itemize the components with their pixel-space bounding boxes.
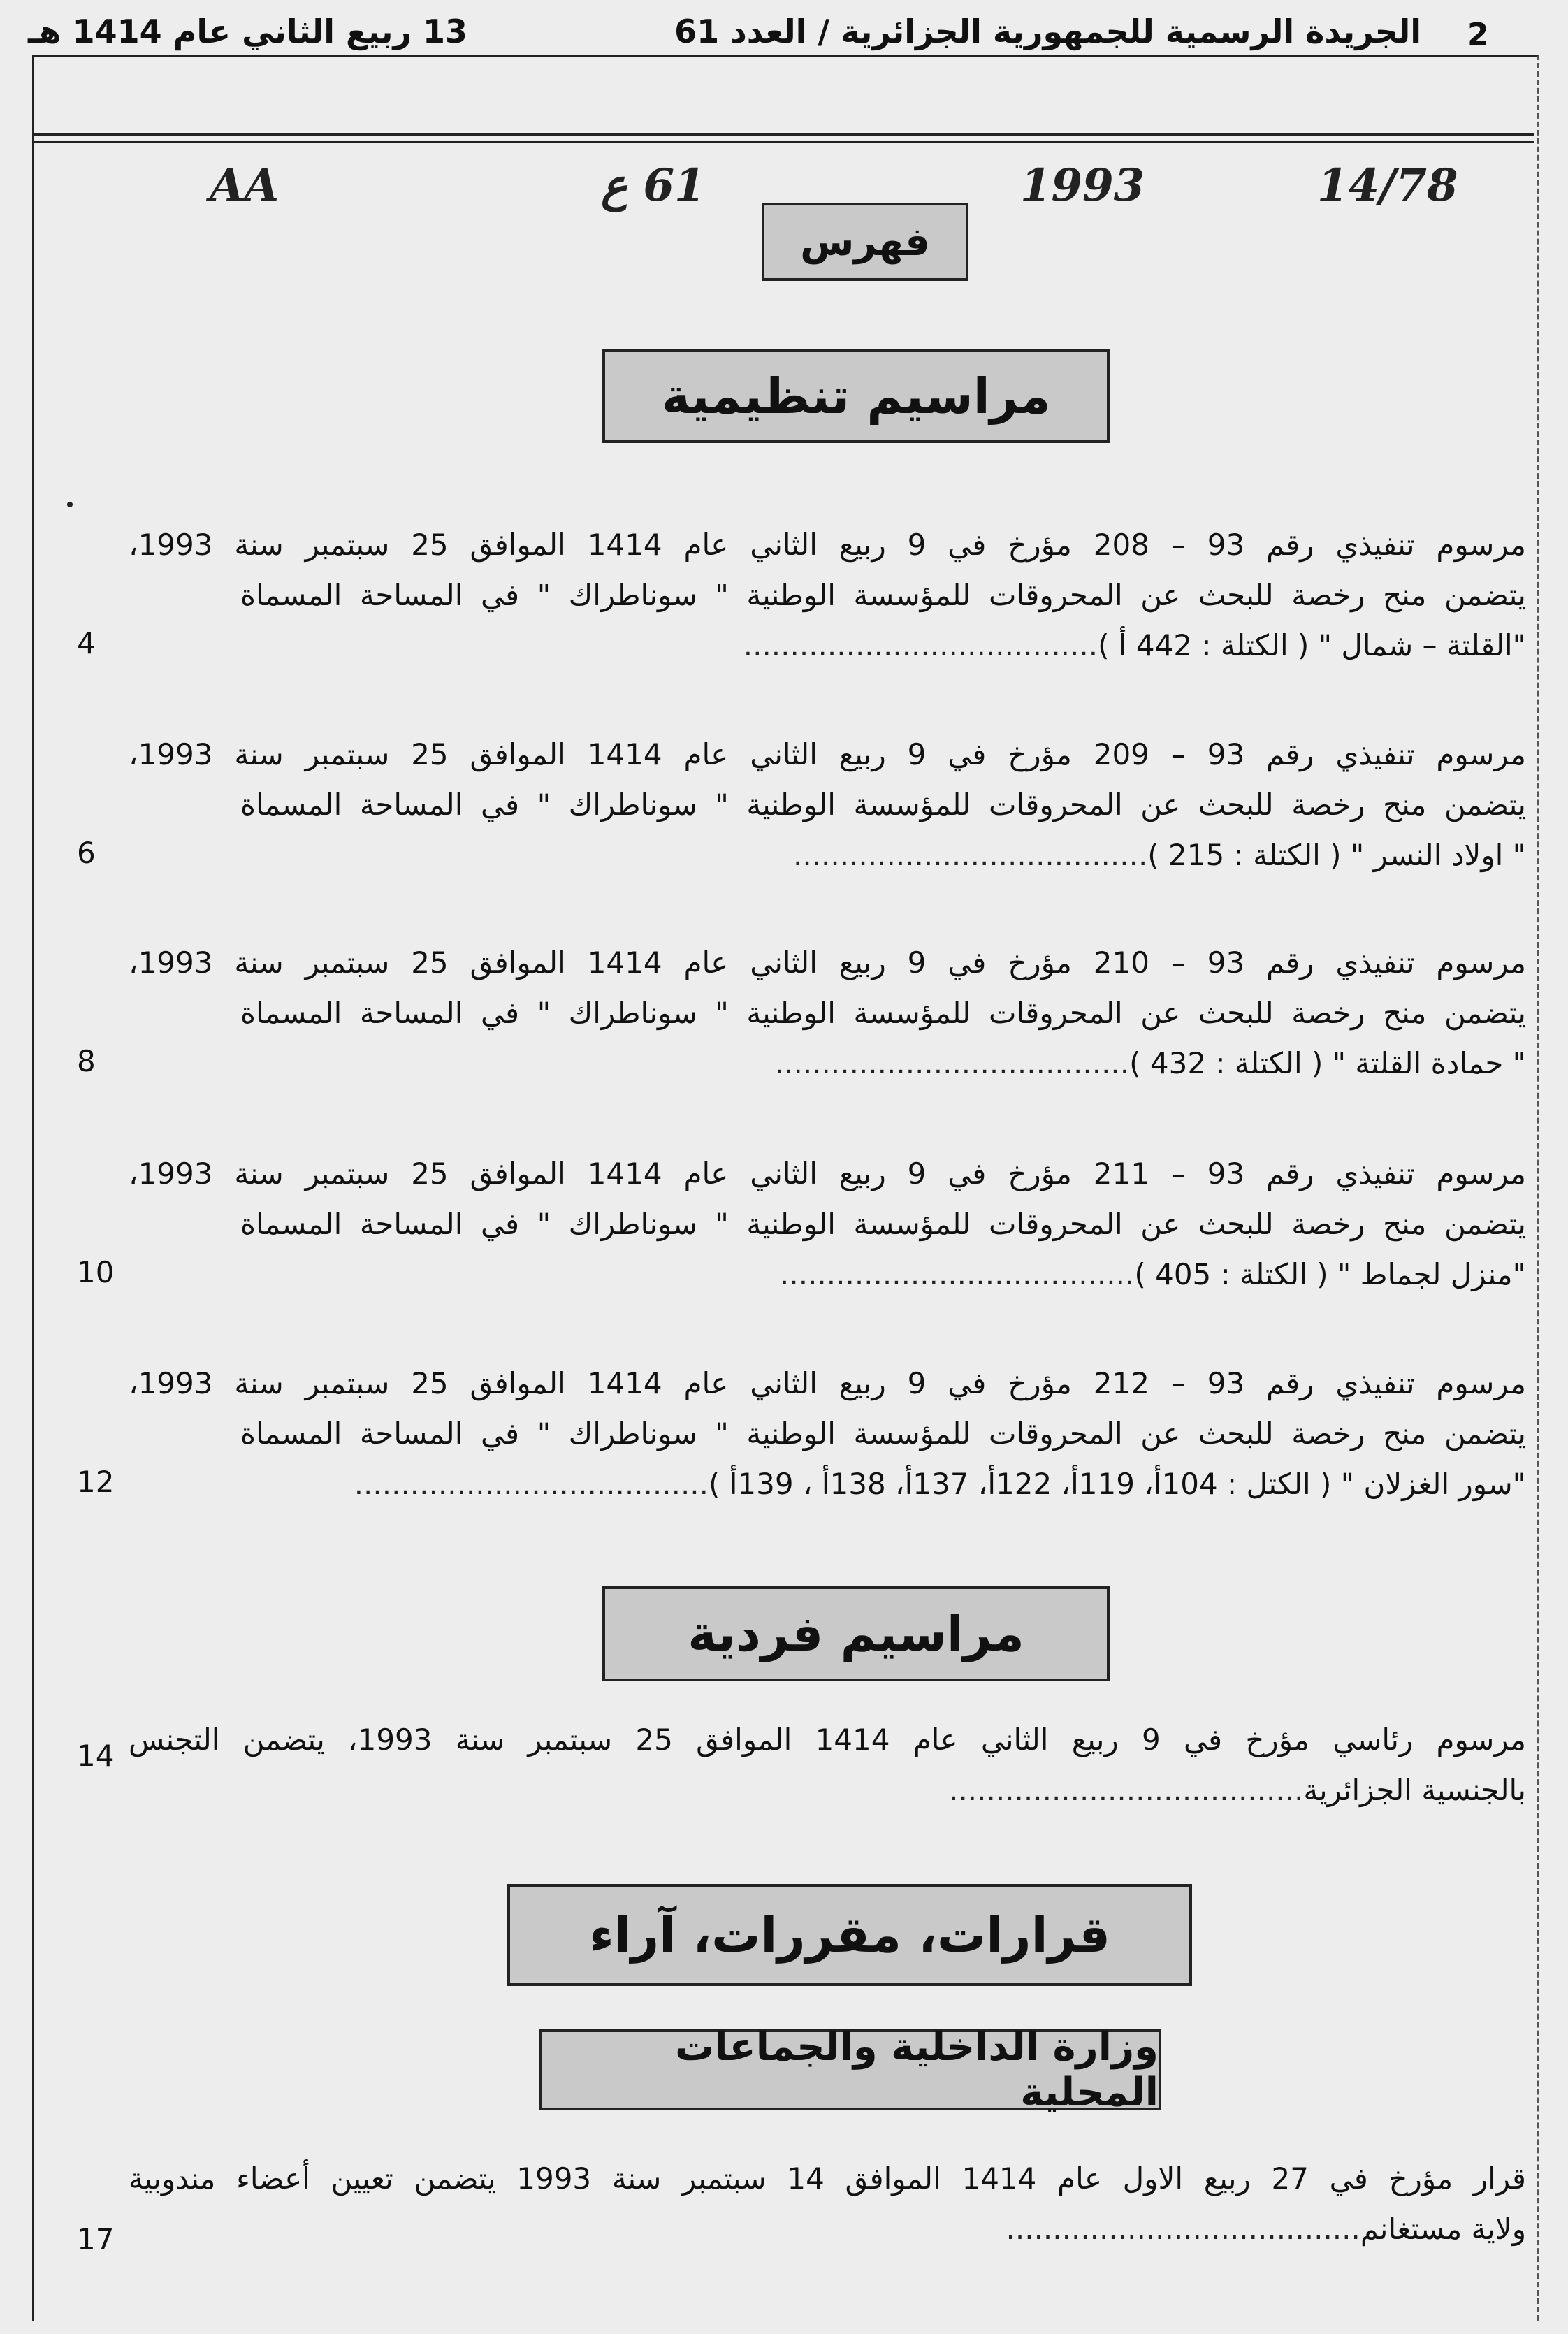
handwritten-number: 14/78 <box>1317 159 1458 212</box>
entry-line-2: بالجنسية الجزائرية...................................... <box>949 1773 1526 1807</box>
entry-line-3: " اولاد النسر " ( الكتلة : 215 )...................................... <box>792 838 1526 872</box>
gazette-title: الجريدة الرسمية للجمهورية الجزائرية / العدد 61 <box>674 13 1421 50</box>
leader-dots: ...................................... <box>1006 2212 1360 2246</box>
entry-line-2: يتضمن منح رخصة للبحث عن المحروقات للمؤسسة الوطنية " سوناطراك " في المساحة المسماة <box>240 1416 1526 1451</box>
leader-dots: ...................................... <box>354 1467 709 1501</box>
page-number: 2 <box>1467 17 1489 52</box>
section-decisions: قرارات، مقررات، آراء <box>507 1884 1192 1986</box>
entry-line-3: " حمادة القلتة " ( الكتلة : 432 )...................................... <box>774 1046 1526 1080</box>
handwritten-year: 1993 <box>1020 159 1145 212</box>
entry-line-1: مرسوم تنفيذي رقم 93 – 208 مؤرخ في 9 ربيع الثاني عام 1414 الموافق 25 سبتمبر سنة 1993، <box>129 528 1526 562</box>
header-rule <box>32 141 1534 143</box>
leader-dots: ...................................... <box>774 1046 1130 1080</box>
leader-dots: ...................................... <box>743 628 1098 662</box>
ministry-heading: وزارة الداخلية والجماعات المحلية <box>539 2029 1161 2110</box>
entry-line-1: مرسوم رئاسي مؤرخ في 9 ربيع الثاني عام 1414 الموافق 25 سبتمبر سنة 1993، يتضمن التجنس <box>129 1723 1527 1757</box>
entry-page-number: 6 <box>77 836 96 870</box>
leader-dots: ...................................... <box>949 1773 1304 1807</box>
entry-line-2: يتضمن منح رخصة للبحث عن المحروقات للمؤسسة الوطنية " سوناطراك " في المساحة المسماة <box>240 788 1526 822</box>
entry-line-1: مرسوم تنفيذي رقم 93 – 211 مؤرخ في 9 ربيع الثاني عام 1414 الموافق 25 سبتمبر سنة 1993، <box>129 1157 1526 1191</box>
entry-line-1: مرسوم تنفيذي رقم 93 – 210 مؤرخ في 9 ربيع الثاني عام 1414 الموافق 25 سبتمبر سنة 1993، <box>129 945 1526 980</box>
page-header <box>32 63 1534 136</box>
entry-page-number: 4 <box>77 626 96 660</box>
entry-line-1: مرسوم تنفيذي رقم 93 – 209 مؤرخ في 9 ربيع الثاني عام 1414 الموافق 25 سبتمبر سنة 1993، <box>129 737 1526 771</box>
entry-line-3: "القلتة – شمال " ( الكتلة : 442 أ )...................................... <box>743 628 1526 662</box>
entry-line-2: يتضمن منح رخصة للبحث عن المحروقات للمؤسسة الوطنية " سوناطراك " في المساحة المسماة <box>240 1207 1526 1241</box>
handwritten-initials: AA <box>210 159 280 212</box>
entry-line-1: قرار مؤرخ في 27 ربيع الاول عام 1414 الموافق 14 سبتمبر سنة 1993 يتضمن تعيين أعضاء مندوبية <box>129 2161 1526 2196</box>
index-title: فهرس <box>762 203 968 281</box>
margin-dot <box>67 502 73 507</box>
leader-dots: ...................................... <box>792 838 1148 872</box>
hijri-date: 13 ربيع الثاني عام 1414 هـ <box>28 13 468 50</box>
entry-page-number: 14 <box>77 1739 115 1773</box>
entry-line-1: مرسوم تنفيذي رقم 93 – 212 مؤرخ في 9 ربيع الثاني عام 1414 الموافق 25 سبتمبر سنة 1993، <box>129 1366 1526 1400</box>
section-regulatory-decrees: مراسيم تنظيمية <box>602 349 1110 443</box>
handwritten-issue-code: 61 ع <box>601 159 706 212</box>
entry-page-number: 8 <box>77 1044 96 1078</box>
entry-line-2: ولاية مستغانم...................................... <box>1006 2212 1526 2246</box>
entry-line-3: "منزل لجماط " ( الكتلة : 405 )...................................... <box>780 1257 1526 1291</box>
entry-line-2: يتضمن منح رخصة للبحث عن المحروقات للمؤسسة الوطنية " سوناطراك " في المساحة المسماة <box>240 578 1526 612</box>
section-individual-decrees: مراسيم فردية <box>602 1586 1110 1681</box>
leader-dots: ...................................... <box>780 1257 1135 1291</box>
entry-page-number: 17 <box>77 2222 115 2256</box>
entry-page-number: 10 <box>77 1255 115 1289</box>
entry-line-2: يتضمن منح رخصة للبحث عن المحروقات للمؤسسة الوطنية " سوناطراك " في المساحة المسماة <box>240 996 1526 1030</box>
entry-line-3: "سور الغزلان " ( الكتل : 104أ، 119أ، 122أ، 137أ، 138أ ، 139أ )...................................... <box>354 1467 1526 1501</box>
entry-page-number: 12 <box>77 1465 115 1499</box>
